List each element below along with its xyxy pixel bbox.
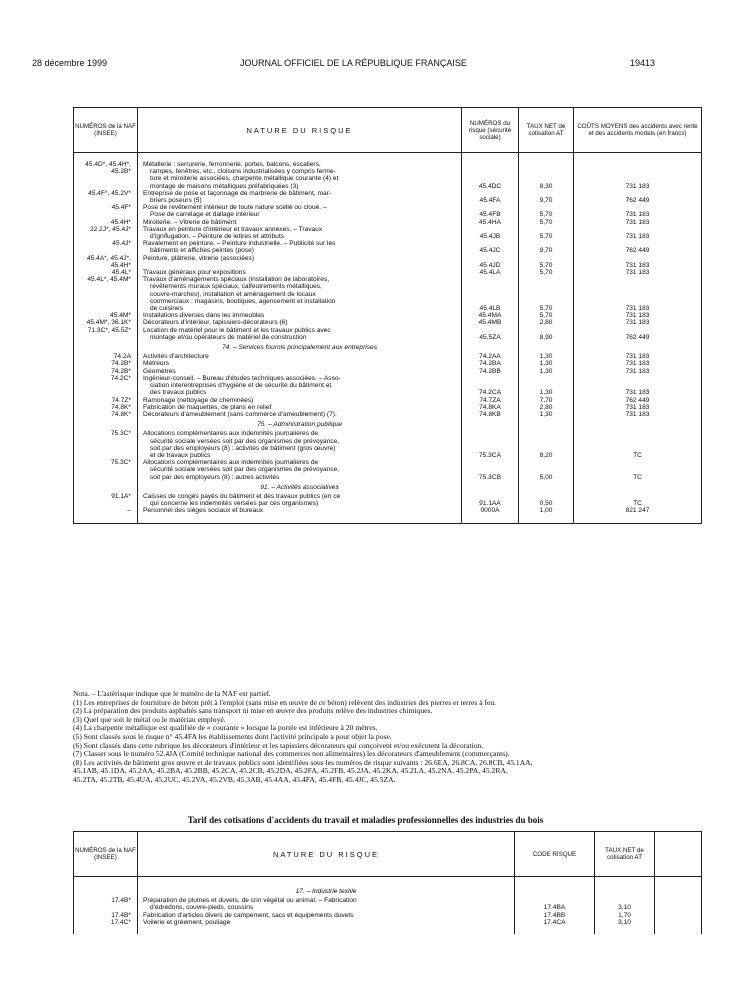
col-header-rate: TAUX NET de cotisation AT	[595, 832, 655, 877]
table-row	[74, 190, 702, 204]
footnote: (6) Sont classés dans cette rubrique les décorateurs d'intérieur et les tapissiers décorateurs qui conçoivent et/ou exécutent la décoration.	[73, 740, 484, 750]
average-cost: 762 449	[574, 327, 702, 341]
naf-code: 45.4L*	[74, 269, 138, 276]
risk-description: Travaux en peinture d'intérieur et travaux annexes. – Travaux d'ignifugation. – Peinture de lettres et attributs	[138, 226, 462, 240]
section-row	[74, 481, 702, 493]
risk-description: Travaux d'aménagements spéciaux (installation de laboratoires, revêtements muraux spéciaux, calfeutrements métalliques, couvre-marches), installation et aménagement de locaux commerciaux : magasins, boutiques, agencement et installation de cuisines	[138, 276, 462, 312]
naf-code: 45.4M*	[74, 312, 138, 319]
average-cost: 762 449	[574, 190, 702, 204]
risk-number: 74.2CA	[462, 375, 519, 397]
average-cost: 731 183	[574, 161, 702, 190]
risk-number: 45.4LA	[462, 269, 519, 276]
risk-number: 17.4BB	[515, 912, 595, 919]
rate-value: 9,70	[519, 240, 574, 254]
average-cost: 731 183	[574, 276, 702, 312]
table-row	[74, 430, 702, 459]
naf-code: 75.3C*	[74, 430, 138, 459]
risk-number: 74.8KB	[462, 411, 519, 418]
average-cost: 731 183	[574, 404, 702, 411]
table-row	[74, 319, 702, 326]
wood-industry-table	[73, 831, 702, 934]
naf-code: 45.4F*	[74, 204, 138, 218]
risk-number: 0000A	[462, 507, 519, 514]
naf-code: 45.4A*, 45.4J*, 45.4H*	[74, 255, 138, 269]
rate-value: 1,30	[519, 353, 574, 360]
rate-value: 0,50	[519, 493, 574, 507]
risk-number: 45.4LB	[462, 276, 519, 312]
naf-code: 75.3C*	[74, 459, 138, 481]
section-heading: 17. – Industrie textile	[138, 885, 515, 897]
naf-code: 17.4B*	[74, 897, 138, 911]
rate-value: 1,30	[519, 375, 574, 397]
average-cost: 731 183	[574, 375, 702, 397]
rate-value: 5,70	[519, 204, 574, 218]
risk-number: 75.3CB	[462, 459, 519, 481]
rate-value: 2,80	[519, 319, 574, 326]
average-cost: TC	[574, 430, 702, 459]
footnote: (3) Quel que soit le métal ou le matériau employé.	[73, 714, 226, 724]
rate-value: 5,70	[519, 269, 574, 276]
table-row	[74, 404, 702, 411]
table-row	[74, 360, 702, 367]
naf-code: 91.1A*	[74, 493, 138, 507]
naf-code: –	[74, 507, 138, 514]
rate-value: 5,70	[519, 255, 574, 269]
table-row	[74, 161, 702, 190]
col-header-risk-code: CODE RISQUE	[515, 832, 595, 877]
col-header-costs: COÛTS MOYENS des accidents avec rente et des accidents mortels (en francs)	[574, 108, 702, 153]
table-row	[74, 459, 702, 481]
risk-description: Installations diverses dans les immeubles	[138, 312, 462, 319]
risk-description: Travaux généraux pour expositions	[138, 269, 462, 276]
average-cost: 731 183	[574, 269, 702, 276]
rate-value: 7,70	[519, 397, 574, 404]
col-header-rate: TAUX NET de cotisation AT	[519, 108, 574, 153]
naf-code: 74.2C*	[74, 375, 138, 397]
average-cost: 731 183	[574, 226, 702, 240]
rate-value: 3,10	[595, 919, 655, 926]
average-cost: 762 449	[574, 240, 702, 254]
section-heading: 75. – Administration publique	[138, 418, 462, 430]
naf-code: 17.4B*	[74, 912, 138, 919]
naf-code: 45.4F*, 45.2V*	[74, 190, 138, 204]
risk-number: 45.4MB	[462, 319, 519, 326]
risk-number: 45.4DC	[462, 161, 519, 190]
risk-description: Peinture, plâtrerie, vitrerie (associées)	[138, 255, 462, 269]
table-row	[74, 312, 702, 319]
naf-code: 74.8K*	[74, 404, 138, 411]
table-row	[74, 493, 702, 507]
risk-description: Fabrication d'articles divers de campement, sacs et équipements duvets	[138, 912, 515, 919]
footnotes	[73, 690, 703, 785]
table-row	[74, 912, 702, 919]
naf-code: 74.8K*	[74, 411, 138, 418]
risk-number: 45.4FA	[462, 190, 519, 204]
naf-code: 45.4J*	[74, 240, 138, 254]
rate-value: 5,00	[519, 459, 574, 481]
average-cost: 731 183	[574, 219, 702, 226]
risk-description: Géomètres	[138, 368, 462, 375]
average-cost: 731 183	[574, 312, 702, 319]
risk-number: 74.8KA	[462, 404, 519, 411]
risk-description: Ingénieur-conseil. – Bureau d'études techniques associées. – Asso- ciation interentreprises d'hygiène et de sécurité du bâtiment et des travaux publics	[138, 375, 462, 397]
section-heading: 91. – Activités associatives	[138, 481, 462, 493]
section-row	[74, 341, 702, 353]
table-row	[74, 219, 702, 226]
table-row	[74, 897, 702, 911]
risk-description: Caisses de congés payés du bâtiment et des travaux publics (en ce qui concerne les indemnités versées par ces organismes)	[138, 493, 462, 507]
table-row	[74, 226, 702, 240]
page-date: 28 décembre 1999	[32, 58, 108, 68]
average-cost: 731 183	[574, 368, 702, 375]
average-cost: 821 247	[574, 507, 702, 514]
rate-value: 9,70	[519, 190, 574, 204]
table2-title: Tarif des cotisations d'accidents du travail et maladies professionnelles des industries du bois	[187, 815, 544, 825]
footnote: (2) La préparation des produits asphaltés sans transport ni mise en œuvre des produits relève des industries chimiques.	[73, 706, 433, 716]
rate-value: 3,10	[595, 897, 655, 911]
risk-number: 45.4FB	[462, 204, 519, 218]
rate-value: 1,00	[519, 507, 574, 514]
naf-code: 74.2B*	[74, 360, 138, 367]
footnote: (7) Classer sous le numéro 52.4JA (Comité technique national des commerces non alimentaires) les décorateurs d'ameublement (commerçants).	[73, 749, 510, 759]
risk-description: Allocations complémentaires aux indemnités journalières de sécurité sociale versées soit par des organismes de prévoyance, soit par des employeurs (8) : autres activités	[138, 459, 462, 481]
naf-code: 22.2J*, 45.4J*	[74, 226, 138, 240]
risk-description: Ramonage (nettoyage de cheminées)	[138, 397, 462, 404]
table-row	[74, 276, 702, 312]
average-cost: 731 183	[574, 353, 702, 360]
risk-description: Métallerie : serrurerie, ferronnerie, portes, balcons, escaliers, rampes, fenêtres, etc., cloisons industrialisées y compris ferme- ture et miroiterie associées, charpente métallique courante (4) et montage de maisons métalliques préfabriquées (3)	[138, 161, 462, 190]
footnote: 45.1AB, 45.1DA, 45.2AA, 45.2BA, 45.2BB, 45.2CA, 45.2CB, 45.2DA, 45.2FA, 45.2FB, 45.2JA, 45.2KA, 45.2LA, 45.2NA, 45.2PA, 45.2RA,	[73, 766, 508, 776]
risk-description: Métreurs	[138, 360, 462, 367]
table-row	[74, 375, 702, 397]
risk-number: 45.4MA	[462, 312, 519, 319]
page-number: 19413	[629, 58, 655, 68]
risk-number: 45.4JD	[462, 255, 519, 269]
risk-number: 74.2BB	[462, 368, 519, 375]
average-cost: 731 183	[574, 360, 702, 367]
average-cost: 731 183	[574, 319, 702, 326]
risk-number: 74.2AA	[462, 353, 519, 360]
risk-number: 75.3CA	[462, 430, 519, 459]
naf-code: 45.4H*	[74, 219, 138, 226]
rate-value: 2,80	[519, 404, 574, 411]
table-row	[74, 397, 702, 404]
table-row	[74, 507, 702, 514]
risk-number: 74.7ZA	[462, 397, 519, 404]
table-row	[74, 240, 702, 254]
rate-value: 5,70	[519, 276, 574, 312]
footnote: (5) Sont classés sous le risque n° 45.4FA les établissements dont l'activité principale a pour objet la pose.	[73, 731, 392, 741]
risk-number: 91.1AA	[462, 493, 519, 507]
rate-value: 5,70	[519, 219, 574, 226]
table-row	[74, 411, 702, 418]
rate-value: 8,20	[519, 430, 574, 459]
risk-description: Location de matériel pour le bâtiment et les travaux publics avec montage et/ou opérateurs de matériel de construction	[138, 327, 462, 341]
naf-code: 45.4L*, 45.4M*	[74, 276, 138, 312]
risk-number: 45.4HA	[462, 219, 519, 226]
naf-code: 45.4D*, 45.4H*, 45.2B*	[74, 161, 138, 190]
risk-description: Activités d'architecture	[138, 353, 462, 360]
rate-value: 1,30	[519, 411, 574, 418]
risk-number: 17.4CA	[515, 919, 595, 926]
naf-code: 45.4M*, 36.1K*	[74, 319, 138, 326]
table-row	[74, 255, 702, 269]
risk-description: Décorateurs d'intérieur, tapissiers-décorateurs (6)	[138, 319, 462, 326]
table-row	[74, 368, 702, 375]
average-cost: 731 183	[574, 411, 702, 418]
rate-value: 5,70	[519, 312, 574, 319]
col-header-empty	[655, 832, 702, 877]
average-cost: TC	[574, 493, 702, 507]
rate-value: 1,70	[595, 912, 655, 919]
risk-description: Décorateurs d'ameublement (sans commerce d'ameublement) (7).	[138, 411, 462, 418]
risk-number: 45.4JB	[462, 226, 519, 240]
average-cost: TC	[574, 459, 702, 481]
col-header-risk-number: NUMÉROS du risque (sécurité sociale)	[462, 108, 519, 153]
footnote: (1) Les entreprises de fourniture de béton prêt à l'emploi (sans mise en œuvre de ce béton) relèvent des industries des pierres et terres à feu.	[73, 697, 497, 707]
risk-description: Miroiterie. – Vitrerie de bâtiment	[138, 219, 462, 226]
risk-table	[73, 107, 702, 524]
rate-value: 1,30	[519, 368, 574, 375]
journal-title: JOURNAL OFFICIEL DE LA RÉPUBLIQUE FRANÇAISE	[240, 58, 467, 68]
footnote: 45.2TA, 45.2TB, 45.4UA, 45.2UC, 45.2VA, 45.2VB, 45.3AB, 45.4AA, 45.4FA, 45.4FB, 45.4JC, 45.5ZA.	[73, 774, 396, 784]
risk-number: 45.4JC	[462, 240, 519, 254]
naf-code: 74.2A	[74, 353, 138, 360]
rate-value: 8,90	[519, 327, 574, 341]
average-cost: 762 449	[574, 397, 702, 404]
risk-description: Pose de revêtement intérieur de toute nature scellé ou cloué. – Pose de carrelage et dallage intérieur	[138, 204, 462, 218]
rate-value: 5,70	[519, 226, 574, 240]
average-cost: 731 183	[574, 204, 702, 218]
table-row	[74, 204, 702, 218]
risk-description: Entreprise de pose et façonnage de marbrerie de bâtiment, mar- briers poseurs (5)	[138, 190, 462, 204]
risk-number: 17.4BA	[515, 897, 595, 911]
risk-description: Voilerie et gréement, pouliage	[138, 919, 515, 926]
risk-number: 74.2BA	[462, 360, 519, 367]
naf-code: 71.3C*, 45.5Z*	[74, 327, 138, 341]
col-header-nature: NATURE DU RISQUE	[138, 832, 515, 877]
risk-description: Fabrication de maquettes, de plans en relief	[138, 404, 462, 411]
footnote: Nota. – L'astérisque indique que le numéro de la NAF est partiel.	[73, 689, 271, 698]
col-header-nature: NATURE DU RISQUE	[138, 108, 462, 153]
section-row	[74, 885, 702, 897]
risk-description: Personnel des sièges sociaux et bureaux	[138, 507, 462, 514]
table-row	[74, 269, 702, 276]
risk-description: Ravalement en peinture. – Peinture industrielle. – Publicité sur les bâtiments et affiches peintes (pose)	[138, 240, 462, 254]
table-row	[74, 919, 702, 926]
section-row	[74, 418, 702, 430]
col-header-naf: NUMÉROS de la NAF (INSEE)	[74, 108, 138, 153]
table-row	[74, 327, 702, 341]
naf-code: 74.7Z*	[74, 397, 138, 404]
rate-value: 1,30	[519, 360, 574, 367]
naf-code: 17.4C*	[74, 919, 138, 926]
section-heading: 74. – Services fournis principalement aux entreprises	[138, 341, 462, 353]
table-row	[74, 353, 702, 360]
risk-description: Préparation de plumes et duvets, de crin végétal ou animal. – Fabrication d'édredons, couvre-pieds, coussins	[138, 897, 515, 911]
average-cost: 731 183	[574, 255, 702, 269]
naf-code: 74.2B*	[74, 368, 138, 375]
footnote: (4) La charpente métallique est qualifiée de « courante » lorsque la portée est inférieure à 20 mètres.	[73, 723, 378, 733]
footnote: (8) Les activités de bâtiment gros œuvre et de travaux publics sont identifiées sous les numéros de risque suivants : 26.6EA, 26.8CA, 26.8CB, 45.1AA,	[73, 757, 533, 767]
risk-description: Allocations complémentaires aux indemnités journalières de sécurité sociale versées soit par des organismes de prévoyance, soit par des employeurs (8) : activités de bâtiment (gros œuvre) et de travaux publics	[138, 430, 462, 459]
risk-number: 45.5ZA	[462, 327, 519, 341]
rate-value: 8,30	[519, 161, 574, 190]
col-header-naf: NUMÉROS de la NAF (INSEE)	[74, 832, 138, 877]
